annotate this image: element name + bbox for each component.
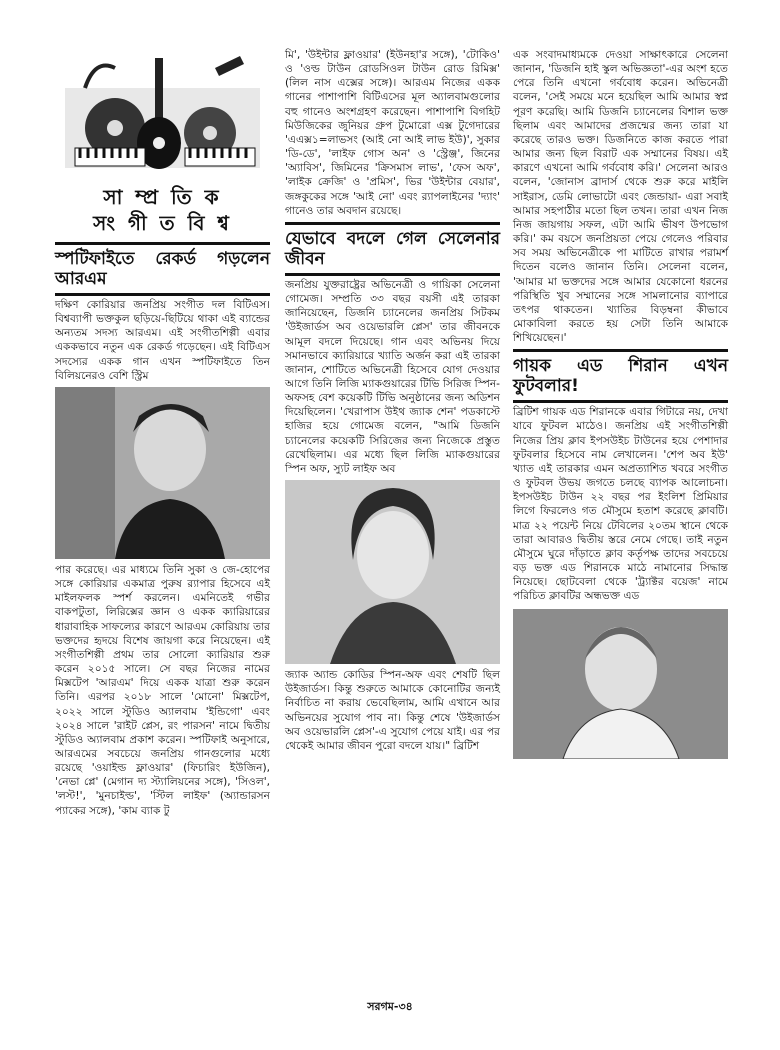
divider [55, 242, 270, 245]
article3-body-top: ব্রিটিশ গায়ক এড শিরানকে এবার গিটারে নয়, দেখা যাবে ফুটবল মাঠেও। জনপ্রিয় এই সংগীতশিল্পী নিজের প্রিয় ক্লাব ইপসউইচ টাউনের হয়ে পেশাদার ফুটবলার হিসেবে নাম লেখালেন। 'শেপ অব ইউ' খ্যাত এই তারকার এমন অপ্রত্যাশিত খবরে সংগীত ও ফুটবল উভয় জগতে চলছে ব্যাপক আলোচনা। ইপসউইচ টাউন ২২ বছর পর ইংলিশ প্রিমিয়ার লিগে ফিরলেও গত মৌসুমে হতাশ করেছে ক্লাবটি। মাত্র ২২ পয়েন্ট নিয়ে টেবিলের ২০তম স্থানে থেকে তারা আবারও দ্বিতীয় স্তরে নেমে গেছে। তাই নতুন মৌসুমে ঘুরে দাঁড়াতে ক্লাব কর্তৃপক্ষ তাদের সবচেয়ে বড় ভক্ত এড শিরানকে মাঠে নামানোর সিদ্ধান্ত নিয়েছে। ছোটবেলা থেকে 'ট্র্যাক্টর বয়েজ' নামে পরিচিত ক্লাবটির অন্ধভক্ত এড [513, 406, 728, 603]
column-2 [285, 48, 500, 753]
article3-title: গায়ক এড শিরান এখন ফুটবলার! [513, 356, 728, 397]
divider [513, 349, 728, 352]
article1-body-cont: মি', 'উইন্টার ফ্লাওয়ার' (ইউনহা'র সঙ্গে), 'টোকিও' ও 'ওল্ড টাউন রোডসিওল টাউন রোড রিমিক্স' (লিল নাস এক্সের সঙ্গে)। আরএম নিজের একক গানের পাশাপাশি বিটিএসের মূল অ্যালবামগুলোর বহু গানেও অংশগ্রহণ করেছেন। পাশাপাশি বিগহিট মিউজিকের জুনিয়র গ্রুপ টুমোরো এক্স টুগেদারের 'এএক্স১=লাভসং (আই নো আই লাভ ইউ)', সুকার 'ডি-ডে', 'লাইফ গোস অন' ও 'স্ট্রেঞ্জ', জিনের 'অ্যাবিস', জিমিনের 'ক্রিসমাস লাভ', 'ফেস অফ', 'লাইক ক্রেজি' ও 'প্রমিস', ভির 'উইন্টার বেয়ার', জঙ্গকুকের সঙ্গে 'আই নো' এবং র‍্যাপলাইনের 'দ্যাং' গানেও তার অবদান রয়েছে। [285, 49, 500, 217]
column-3 [513, 48, 728, 759]
article2-photo [285, 480, 500, 664]
article3-photo [513, 609, 728, 759]
divider [285, 273, 500, 276]
section-logo [55, 48, 270, 238]
article2-body-cont: এক সংবাদমাধ্যমকে দেওয়া সাক্ষাৎকারে সেলেনা জানান, 'ডিজনি হাই স্কুল অভিজ্ঞতা'-এর অংশ হতে পেরে তিনি এখনো গর্ববোধ করেন। অভিনেত্রী বলেন, 'সেই সময়ে মনে হয়েছিল আমি আমার স্বপ্ন পূরণ করেছি। আমি ডিজনি চ্যানেলের বিশাল ভক্ত ছিলাম এবং আমাদের প্রজন্মের জন্য তারা যা করেছে তারও ভক্ত। ডিজনিতে কাজ করতে পারা আমার জন্য ছিল বিরাট এক সম্মানের বিষয়। এই কারণে এখনো আমি গর্ববোধ করি।' সেলেনা আরও বলেন, 'জোনাস ব্রাদার্স থেকে শুরু করে মাইলি সাইরাস, ডেমি লোভাটো এবং জেন্ডায়া- এরা সবাই আমার সহপাঠীর মতো ছিল তখন। তারা এখন নিজ নিজ জায়গায় সফল, এটা আমি ভীষণ উপভোগ করি।' কম বয়সে জনপ্রিয়তা পেয়ে গেলেও পরিবার সব সময় অভিনেত্রীকে পা মাটিতে রাখার পরামর্শ দিতেন বলেও জানান তিনি। সেলেনা বলেন, 'আমার মা ভক্তদের সঙ্গে আমার যেকোনো ধরনের পরিস্থিতি খুব সম্মানের সঙ্গে সামলানোর ব্যাপারে তৎপর থাকতেন। খ্যাতির বিড়ম্বনা কীভাবে মোকাবিলা করতে হয় সেটা তিনি আমাকে শিখিয়েছেন।' [513, 49, 728, 345]
divider [55, 293, 270, 296]
section-logo-line2: সং গী ত বি শ্ব [93, 211, 232, 236]
page-footer: সরগম-৩৪ [367, 1000, 413, 1013]
article1-body-top: দক্ষিণ কোরিয়ার জনপ্রিয় সংগীত দল বিটিএস। বিশ্বব্যাপী ভক্তকুল ছড়িয়ে-ছিটিয়ে থাকা এই ব্যান্ডের অন্যতম সদস্য আরএম। এই সংগীতশিল্পী এবার এককভাবে নতুন এক রেকর্ড গড়েছেন। এই বিটিএস সদস্যের একক গান এখন স্পটিফাইতে তিন বিলিয়নেরও বেশি স্ট্রিম [55, 299, 270, 382]
article2-body-bottom: জ্যাক অ্যান্ড কোডির স্পিন-অফ এবং শেষটি ছিল উইজার্ডস। কিন্তু শুরুতে আমাকে কোনোটির জন্যই নির্বাচিত না করায় ভেবেছিলাম, আমি এখানে আর অভিনয়ের সুযোগ পাব না। কিন্তু শেষে 'উইজার্ডস অব ওয়েভারলি প্লেস'-এ সুযোগ পেয়ে যাই। এর পর থেকেই আমার জীবন পুরো বদলে যায়।" ব্রিটিশ [285, 669, 500, 752]
article2-body-top: জনপ্রিয় যুক্তরাষ্ট্রের অভিনেত্রী ও গায়িকা সেলেনা গোমেজ। সম্প্রতি ৩৩ বছর বয়সী এই তারকা জানিয়েছেন, ডিজনি চ্যানেলের জনপ্রিয় সিটকম 'উইজার্ডস অব ওয়েভারলি প্লেস' তার জীবনকে আমূল বদলে দিয়েছে। গান এবং অভিনয় দিয়ে সমানভাবে ক্যারিয়ারে খ্যাতি অর্জন করা এই তারকা জানান, শোটিতে অভিনেত্রী হিসেবে যোগ দেওয়ার আগে তিনি লিজি ম্যাকগুয়ারের টিভি সিরিজ স্পিন-অফসহ বেশ কয়েকটি টিভি অনুষ্ঠানের জন্য অডিশন দিয়েছিলেন। 'খেরাপাস উইথ জ্যাক শেন' পডকাস্টে হাজির হয়ে গোমেজ বলেন, "আমি ডিজনি চ্যানেলের কয়েকটি সিরিজের জন্য নিজেকে প্রস্তুত রেখেছিলাম। এর মধ্যে ছিল লিজি ম্যাকগুয়ারের স্পিন অফ, স্যুট লাইফ অব [285, 278, 501, 475]
column-1 [55, 48, 270, 818]
article1-photo [55, 387, 270, 559]
music-instruments-icon [55, 48, 270, 178]
article1-title: স্পটিফাইতে রেকর্ড গড়লেন আরএম [55, 249, 270, 289]
article1-body-bottom: পার করেছে। এর মাধ্যমে তিনি সুকা ও জে-হোপের সঙ্গে কোরিয়ার একমাত্র পুরুষ র‍্যাপার হিসেবে এই মাইলফলক স্পর্শ করলেন। এমনিতেই গভীর বাকপটুতা, লিরিক্সের জ্ঞান ও একক ক্যারিয়ারের ধারাবাহিক সাফল্যের কারণে আরএম কোরিয়ায় তার ভক্তদের হৃদয়ে বিশেষ জায়গা করে নিয়েছেন। এই সংগীতশিল্পী প্রথম তার সোলো ক্যারিয়ার শুরু করেন ২০১৫ সালে। সে বছর নিজের নামের মিক্সটেপ 'আরএম' দিয়ে একক যাত্রা শুরু করেন তিনি। এরপর ২০১৮ সালে 'মোনো' মিক্সটেপ, ২০২২ সালে স্টুডিও অ্যালবাম 'ইন্ডিগো' এবং ২০২৪ সালে 'রাইট প্লেস, রং পারসন' নামে দ্বিতীয় স্টুডিও অ্যালবাম প্রকাশ করেন। স্পটিফাই অনুসারে, আরএমের সবচেয়ে জনপ্রিয় গানগুলোর মধ্যে রয়েছে 'ওয়াইল্ড ফ্লাওয়ার' (ফিচারিং ইউজিন), 'নেভা প্লে' (মেগান দ্য স্ট্যালিয়নের সঙ্গে), 'সিওল', 'লস্ট!', 'মুনচাইল্ড', 'স্টিল লাইফ' (অ্যান্ডারসন প্যাকের সঙ্গে), 'কাম ব্যাক টু [55, 563, 270, 817]
article2-title: যেভাবে বদলে গেল সেলেনার জীবন [285, 228, 500, 269]
section-logo-line1: সা ম্প্র তি ক [103, 185, 222, 210]
divider [513, 400, 728, 403]
divider [285, 222, 500, 225]
